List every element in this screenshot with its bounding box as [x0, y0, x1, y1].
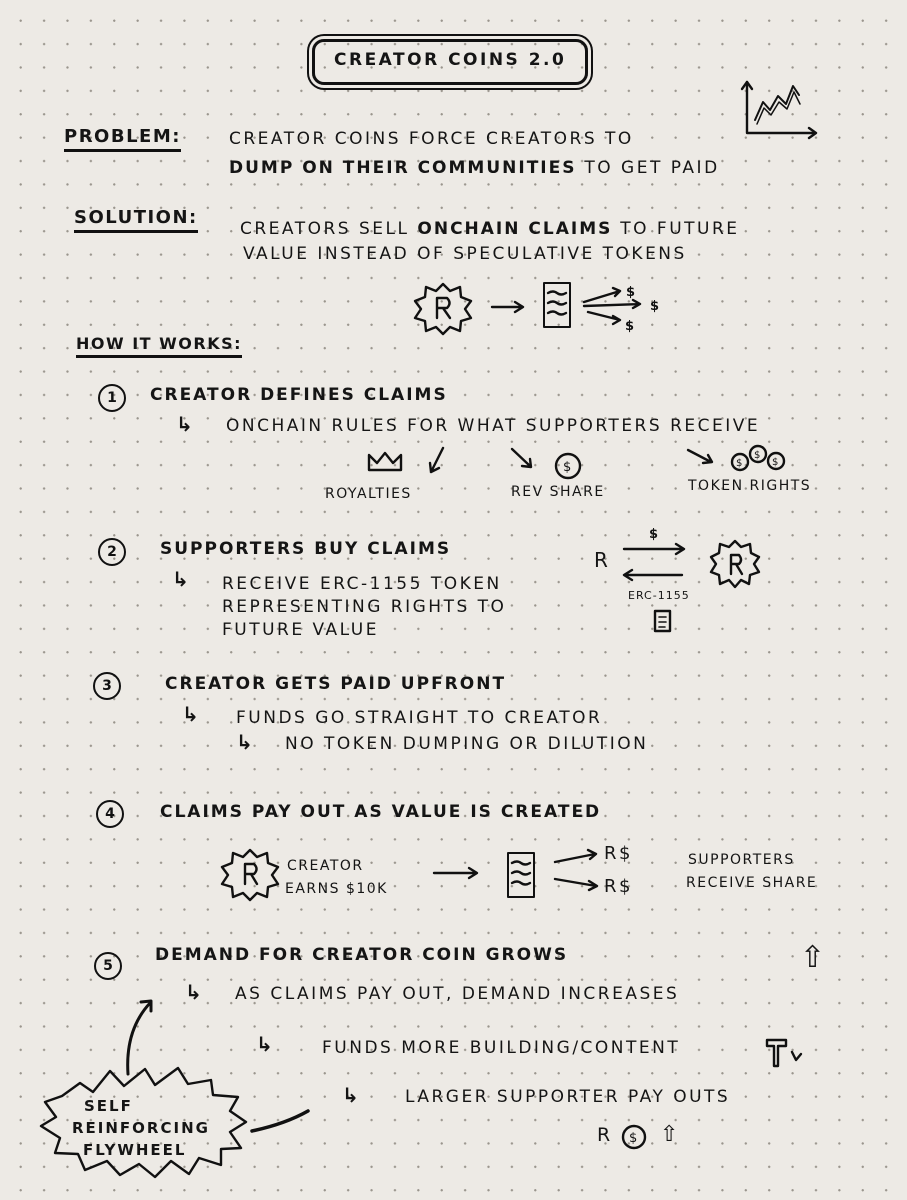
- step-5-sub1: AS CLAIMS PAY OUT, DEMAND INCREASES: [235, 984, 680, 1004]
- claim-receipt-icon: [544, 283, 570, 327]
- solution-line1-b: TO FUTURE: [620, 219, 740, 239]
- step-4-left-2: EARNS $10K: [285, 881, 388, 897]
- step-2-title: SUPPORTERS BUY CLAIMS: [160, 539, 452, 559]
- step-5-hook2-icon: ↳: [256, 1032, 275, 1056]
- erc1155-token-icon: [655, 611, 670, 631]
- step-4-title: CLAIMS PAY OUT AS VALUE IS CREATED: [160, 802, 602, 822]
- step-1-hook-icon: ↳: [176, 412, 195, 436]
- token-rights-label: TOKEN RIGHTS: [688, 478, 812, 494]
- token-return-arrow-icon: [624, 570, 682, 580]
- step-2-sub1: RECEIVE ERC-1155 TOKEN: [222, 574, 502, 594]
- svg-text:$: $: [754, 450, 761, 461]
- step-4-right-2: RECEIVE SHARE: [686, 875, 818, 891]
- step-4-number: 4: [96, 800, 124, 828]
- svg-text:$: $: [772, 457, 779, 468]
- flywheel-line3: FLYWHEEL: [83, 1141, 187, 1159]
- flywheel-line1: SELF: [84, 1097, 133, 1115]
- flywheel-connector-icon: [252, 1111, 308, 1131]
- supporter-icon: R: [594, 548, 611, 572]
- step-1-sub: ONCHAIN RULES FOR WHAT SUPPORTERS RECEIVE: [226, 416, 761, 436]
- earnings-arrow-icon: [434, 868, 477, 878]
- step-5-number: 5: [94, 952, 122, 980]
- svg-text:$: $: [563, 460, 572, 475]
- problem-emphasis: DUMP ON THEIR COMMUNITIES: [229, 158, 577, 178]
- arrow-to-token-rights-icon: [688, 450, 712, 463]
- solution-emphasis: ONCHAIN CLAIMS: [417, 219, 613, 239]
- page-title: CREATOR COINS 2.0: [334, 50, 567, 70]
- step-2-dollar-label: $: [649, 527, 661, 542]
- royalties-label: ROYALTIES: [325, 486, 412, 502]
- dollar-bottom-label: $: [625, 319, 635, 334]
- step-5-sub2: FUNDS MORE BUILDING/CONTENT: [322, 1038, 681, 1058]
- solution-line2: VALUE INSTEAD OF SPECULATIVE TOKENS: [243, 244, 687, 264]
- step-3-title: CREATOR GETS PAID UPFRONT: [165, 674, 507, 694]
- step-4-right-1: SUPPORTERS: [688, 852, 795, 868]
- crown-icon: [369, 453, 401, 470]
- step-4-badge-icon: [222, 850, 278, 900]
- token-rights-coins-icon: [732, 446, 784, 470]
- arrow-icon: [492, 302, 523, 312]
- payout-1-supporter: R: [604, 843, 620, 864]
- step-5-title: DEMAND FOR CREATOR COIN GROWS: [155, 945, 569, 965]
- step-2-number: 2: [98, 538, 126, 566]
- step-3-hook2-icon: ↳: [236, 730, 255, 754]
- flywheel-loop-arrow-icon: [128, 1001, 151, 1074]
- bottom-coin-icon: [623, 1126, 645, 1148]
- flywheel-burst-icon: [41, 1068, 246, 1177]
- step-5-hook-icon: ↳: [185, 980, 204, 1004]
- creator-badge-icon: [415, 284, 471, 334]
- dollar-top-label: $: [626, 285, 636, 300]
- rev-share-label: REV SHARE: [511, 484, 605, 500]
- step-1-number: 1: [98, 384, 126, 412]
- payout-1-dollar: $: [619, 843, 633, 864]
- step-3-hook-icon: ↳: [182, 702, 201, 726]
- payout-2-supporter: R: [604, 876, 620, 897]
- buy-arrow-icon: [624, 544, 684, 554]
- payout-arrow-1-icon: [555, 850, 596, 862]
- dollar-mid-label: $: [650, 299, 660, 314]
- problem-line1: CREATOR COINS FORCE CREATORS TO: [229, 129, 634, 149]
- problem-line2-rest: TO GET PAID: [584, 158, 720, 178]
- arrow-to-royalties-icon: [430, 448, 443, 472]
- bottom-supporter-icon: R: [597, 1124, 613, 1146]
- step-4-left-1: CREATOR: [287, 858, 364, 874]
- hammer-icon: [767, 1040, 801, 1066]
- problem-label: PROBLEM:: [64, 128, 181, 152]
- how-it-works-label: HOW IT WORKS:: [76, 336, 242, 358]
- up-arrow-icon: ⇧: [800, 940, 828, 975]
- step-3-sub2: NO TOKEN DUMPING OR DILUTION: [285, 734, 649, 754]
- step-2-badge-icon: [711, 541, 759, 587]
- erc1155-label: ERC-1155: [628, 589, 690, 602]
- flywheel-line2: REINFORCING: [72, 1119, 210, 1137]
- solution-label: SOLUTION:: [74, 209, 198, 233]
- step-1-title: CREATOR DEFINES CLAIMS: [150, 385, 448, 405]
- step-2-sub2: REPRESENTING RIGHTS TO: [222, 597, 507, 617]
- step-3-number: 3: [93, 672, 121, 700]
- solution-line1-a: CREATORS SELL: [240, 219, 410, 239]
- step-3-sub1: FUNDS GO STRAIGHT TO CREATOR: [236, 708, 603, 728]
- step-2-hook-icon: ↳: [172, 567, 191, 591]
- step-5-hook3-icon: ↳: [342, 1083, 361, 1107]
- svg-text:$: $: [736, 458, 743, 469]
- payout-arrow-2-icon: [555, 879, 597, 890]
- rev-share-coin-icon: [556, 454, 580, 478]
- step-4-receipt-icon: [508, 853, 534, 897]
- step-5-sub3: LARGER SUPPORTER PAY OUTS: [405, 1087, 731, 1107]
- payout-2-dollar: $: [619, 876, 633, 897]
- arrow-to-rev-share-icon: [512, 449, 531, 467]
- growth-chart-icon: [742, 82, 816, 138]
- bottom-up-arrow-icon: ⇧: [660, 1122, 681, 1147]
- step-2-sub3: FUTURE VALUE: [222, 620, 379, 640]
- svg-text:$: $: [629, 1131, 638, 1146]
